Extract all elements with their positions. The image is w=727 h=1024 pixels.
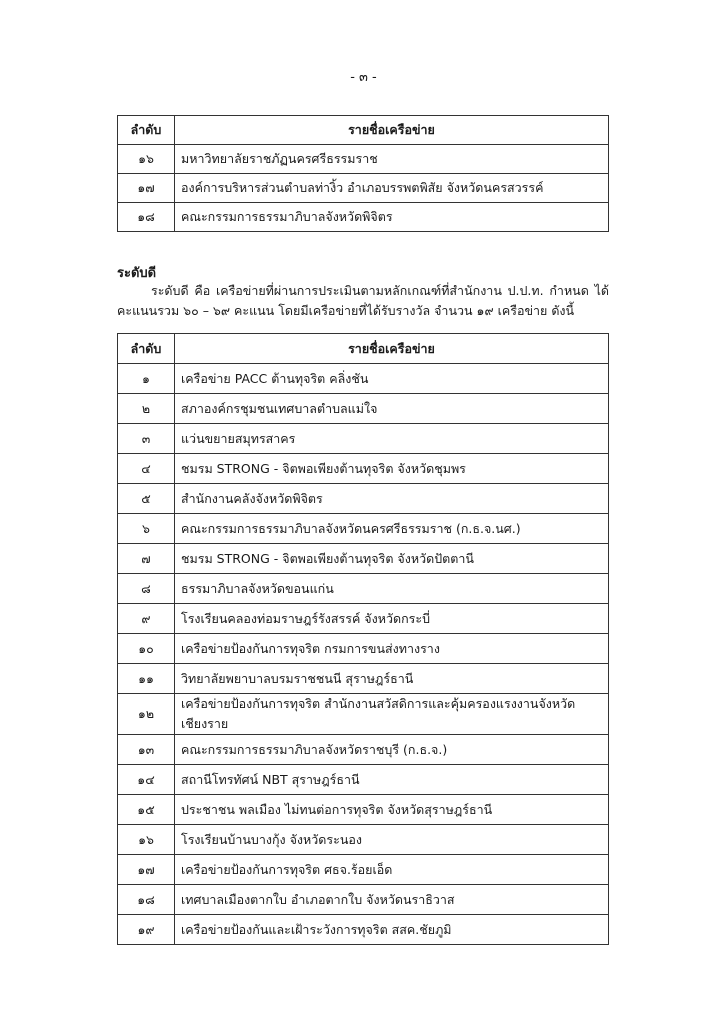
row-network-name: คณะกรรมการธรรมาภิบาลจังหวัดนครศรีธรรมราช (ก.ธ.จ.นศ.) <box>175 514 609 544</box>
table-row <box>118 484 609 514</box>
row-order: ๑๑ <box>118 664 175 694</box>
table-row <box>118 915 609 945</box>
section-heading: ระดับดี <box>117 266 157 281</box>
row-network-name: แว่นขยายสมุทรสาคร <box>175 424 609 454</box>
row-order: ๑ <box>118 364 175 394</box>
row-order: ๑๘ <box>118 885 175 915</box>
row-order: ๑๖ <box>118 145 175 174</box>
row-network-name: ชมรม STRONG - จิตพอเพียงต้านทุจริต จังหวัดปัตตานี <box>175 544 609 574</box>
row-order: ๒ <box>118 394 175 424</box>
section-paragraph: ระดับดี คือ เครือข่ายที่ผ่านการประเมินตามหลักเกณฑ์ที่สำนักงาน ป.ป.ท. กำหนด ได้คะแนนรวม ๖๐ – ๖๙ คะแนน โดยมีเครือข่ายที่ได้รับรางวัล จำนวน ๑๙ เครือข่าย ดังนี้ <box>117 283 609 318</box>
table-row <box>118 765 609 795</box>
row-network-name: เครือข่ายป้องกันการทุจริต สำนักงานสวัสดิการและคุ้มครองแรงงานจังหวัดเชียงราย <box>175 694 609 735</box>
table-row <box>118 795 609 825</box>
row-network-name: ชมรม STRONG - จิตพอเพียงต้านทุจริต จังหวัดชุมพร <box>175 454 609 484</box>
row-order: ๓ <box>118 424 175 454</box>
column-header-order: ลำดับ <box>118 116 175 145</box>
table-row <box>118 885 609 915</box>
table-row <box>118 574 609 604</box>
table-row <box>118 394 609 424</box>
row-order: ๑๙ <box>118 915 175 945</box>
column-header-network-name: รายชื่อเครือข่าย <box>175 334 609 364</box>
row-network-name: โรงเรียนบ้านบางกุ้ง จังหวัดระนอง <box>175 825 609 855</box>
network-table-good-level <box>117 333 609 945</box>
row-order: ๘ <box>118 574 175 604</box>
row-order: ๔ <box>118 454 175 484</box>
row-network-name: ประชาชน พลเมือง ไม่ทนต่อการทุจริต จังหวัดสุราษฎร์ธานี <box>175 795 609 825</box>
table-row <box>118 364 609 394</box>
row-order: ๑๖ <box>118 825 175 855</box>
table-row <box>118 664 609 694</box>
table-row <box>118 424 609 454</box>
row-order: ๕ <box>118 484 175 514</box>
row-order: ๑๗ <box>118 174 175 203</box>
table-row <box>118 174 609 203</box>
row-order: ๙ <box>118 604 175 634</box>
row-network-name: เครือข่ายป้องกันการทุจริต ศธจ.ร้อยเอ็ด <box>175 855 609 885</box>
page-number: - ๓ - <box>350 70 377 85</box>
row-network-name: มหาวิทยาลัยราชภัฏนครศรีธรรมราช <box>175 145 609 174</box>
row-network-name: เทศบาลเมืองตากใบ อำเภอตากใบ จังหวัดนราธิวาส <box>175 885 609 915</box>
row-order: ๑๘ <box>118 203 175 232</box>
table-row <box>118 145 609 174</box>
row-network-name: วิทยาลัยพยาบาลบรมราชชนนี สุราษฎร์ธานี <box>175 664 609 694</box>
row-network-name: ธรรมาภิบาลจังหวัดขอนแก่น <box>175 574 609 604</box>
row-order: ๑๔ <box>118 765 175 795</box>
row-order: ๑๗ <box>118 855 175 885</box>
row-network-name: สภาองค์กรชุมชนเทศบาลตำบลแม่ใจ <box>175 394 609 424</box>
table-header-row <box>118 116 609 145</box>
row-order: ๖ <box>118 514 175 544</box>
table-header-row <box>118 334 609 364</box>
row-network-name: สถานีโทรทัศน์ NBT สุราษฎร์ธานี <box>175 765 609 795</box>
network-table-top <box>117 115 609 232</box>
table-row <box>118 825 609 855</box>
table-row <box>118 634 609 664</box>
row-order: ๑๐ <box>118 634 175 664</box>
table-row <box>118 203 609 232</box>
row-network-name: คณะกรรมการธรรมาภิบาลจังหวัดพิจิตร <box>175 203 609 232</box>
row-order: ๑๕ <box>118 795 175 825</box>
column-header-order: ลำดับ <box>118 334 175 364</box>
table-row <box>118 855 609 885</box>
table-row <box>118 735 609 765</box>
row-network-name: องค์การบริหารส่วนตำบลท่างิ้ว อำเภอบรรพตพิสัย จังหวัดนครสวรรค์ <box>175 174 609 203</box>
row-network-name: โรงเรียนคลองท่อมราษฎร์รังสรรค์ จังหวัดกระบี่ <box>175 604 609 634</box>
table-row <box>118 604 609 634</box>
column-header-network-name: รายชื่อเครือข่าย <box>175 116 609 145</box>
row-network-name: เครือข่ายป้องกันและเฝ้าระวังการทุจริต สสค.ชัยภูมิ <box>175 915 609 945</box>
row-network-name: สำนักงานคลังจังหวัดพิจิตร <box>175 484 609 514</box>
row-order: ๑๓ <box>118 735 175 765</box>
table-row <box>118 454 609 484</box>
table-row <box>118 514 609 544</box>
row-order: ๑๒ <box>118 694 175 735</box>
row-network-name: คณะกรรมการธรรมาภิบาลจังหวัดราชบุรี (ก.ธ.จ.) <box>175 735 609 765</box>
row-network-name: เครือข่ายป้องกันการทุจริต กรมการขนส่งทางราง <box>175 634 609 664</box>
row-order: ๗ <box>118 544 175 574</box>
table-row <box>118 544 609 574</box>
table-row <box>118 694 609 735</box>
row-network-name: เครือข่าย PACC ต้านทุจริต คลิ่งชัน <box>175 364 609 394</box>
